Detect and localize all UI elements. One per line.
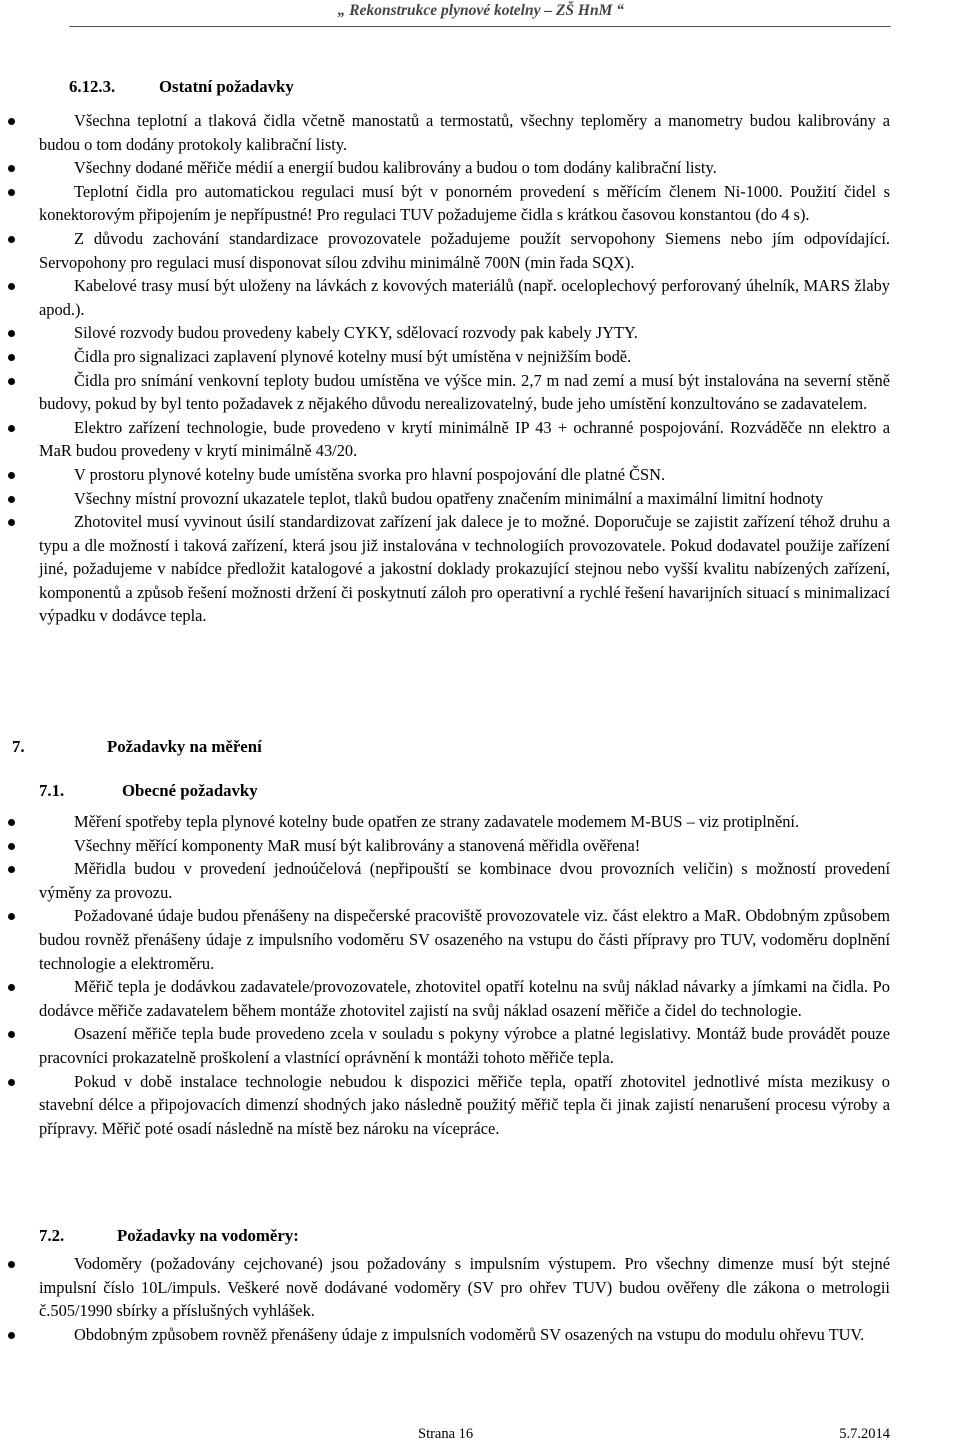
bullet-icon <box>8 866 15 873</box>
list-item: Všechna teplotní a tlaková čidla včetně manostatů a termostatů, všechny teploměry a manometry budou kalibrovány a budou o tom dodány protokoly kalibrační listy. <box>0 109 890 156</box>
list-item: Zhotovitel musí vyvinout úsilí standardizovat zařízení jak dalece je to možné. Doporučuje se zajistit zařízení téhož druhu a typu a dle možností i taková zařízení, která jsou již instalována v technologiích provozovatele. Pokud dodavatel použije zařízení jiné, požadujeme v nabídce předložit katalogové a jakostní doklady prokazující stejnou nebo vyšší kvalitu nabízených zařízení, komponentů a způsob řešení možnosti držení či poskytnutí záloh pro operativní a rychlé řešení havarijních situací s minimalizací výpadku v dodávce tepla. <box>0 510 890 628</box>
list-item: Měřič tepla je dodávkou zadavatele/provozovatele, zhotovitel opatří kotelnu na svůj náklad návarky a jímkami na čidla. Po dodávce měřiče zadavatelem během montáže zhotovitel zajistí na svůj náklad osazení měřiče a čidel do technologie. <box>0 975 890 1022</box>
bullet-icon <box>8 189 15 196</box>
section-title: Obecné požadavky <box>122 781 258 800</box>
list-item: Měření spotřeby tepla plynové kotelny bude opatřen ze strany zadavatele modemem M-BUS – viz protiplnění. <box>0 810 890 834</box>
list-item: Kabelové trasy musí být uloženy na lávkách z kovových materiálů (např. oceloplechový perforovaný úhelník, MARS žlaby apod.). <box>0 274 890 321</box>
bullet-icon <box>8 236 15 243</box>
list-item: Měřidla budou v provedení jednoúčelová (nepřipouští se kombinace dvou provozních veličin) s možností provedení výměny za provozu. <box>0 857 890 904</box>
bullet-icon <box>8 165 15 172</box>
section-title: Požadavky na měření <box>107 737 262 756</box>
list-item: Teplotní čidla pro automatickou regulaci musí být v ponorném provedení s měřícím členem Ni-1000. Použití čidel s konektorovým připojením je nepřípustné! Pro regulaci TUV požadujeme čidla s krátkou časovou konstantou (do 4 s). <box>0 180 890 227</box>
section-heading-7-1 <box>39 780 258 802</box>
bullet-icon <box>8 1031 15 1038</box>
bullet-icon <box>8 118 15 125</box>
list-item: Všechny místní provozní ukazatele teplot, tlaků budou opatřeny značením minimální a maximální limitní hodnoty <box>0 487 890 511</box>
section-number: 7. <box>12 737 25 756</box>
bullet-icon <box>8 843 15 850</box>
list-item: Silové rozvody budou provedeny kabely CYKY, sdělovací rozvody pak kabely JYTY. <box>0 321 890 345</box>
bullet-icon <box>8 1261 15 1268</box>
list-vodomery <box>0 1252 960 1346</box>
list-item: Čidla pro snímání venkovní teploty budou umístěna ve výšce min. 2,7 m nad zemí a musí být instalována na severní stěně budovy, pokud by byl tento požadavek z nějakého důvodu nerealizovatelný, bude jeho umístění konzultováno se zadavatelem. <box>0 369 890 416</box>
document-date: 5.7.2014 <box>839 1426 890 1442</box>
bullet-icon <box>8 1332 15 1339</box>
page-header: „ Rekonstrukce plynové kotelny – ZŠ HnM “ <box>337 2 624 19</box>
section-number: 7.2. <box>39 1226 65 1245</box>
list-item: Všechny měřící komponenty MaR musí být kalibrovány a stanovená měřidla ověřena! <box>0 834 890 858</box>
bullet-icon <box>8 984 15 991</box>
section-heading-6-12-3 <box>69 76 294 98</box>
bullet-icon <box>8 819 15 826</box>
section-number: 7.1. <box>39 781 65 800</box>
bullet-icon <box>8 425 15 432</box>
list-item: Všechny dodané měřiče médií a energií budou kalibrovány a budou o tom dodány kalibrační listy. <box>0 156 890 180</box>
bullet-icon <box>8 330 15 337</box>
list-ostatni-pozadavky <box>0 109 960 628</box>
list-item: Z důvodu zachování standardizace provozovatele požadujeme použít servopohony Siemens nebo jím odpovídající. Servopohony pro regulaci musí disponovat sílou zdvihu minimálně 700N (min řada SQX). <box>0 227 890 274</box>
bullet-icon <box>8 913 15 920</box>
list-obecne-pozadavky <box>0 810 960 1140</box>
section-title: Ostatní požadavky <box>159 77 294 96</box>
list-item: Vodoměry (požadovány cejchované) jsou požadovány s impulsním výstupem. Pro všechny dimenze musí být stejné impulsní číslo 10L/impuls. Veškeré nově dodávané vodoměry (SV pro ohřev TUV) budou ověřeny dle zákona o metrologii č.505/1990 sbírky a příslušných vyhlášek. <box>0 1252 890 1323</box>
list-item: Pokud v době instalace technologie nebudou k dispozici měřiče tepla, opatří zhotovitel jednotlivé místa mezikusy o stavební délce a připojovacích dimenzí shodných jako následně použitý měřič tepla či jinak zajistí nenarušení procesu výroby a přípravy. Měřič poté osadí následně na místě bez nároku na vícepráce. <box>0 1070 890 1141</box>
bullet-icon <box>8 496 15 503</box>
section-heading-7-2 <box>39 1225 299 1247</box>
bullet-icon <box>8 283 15 290</box>
section-number: 6.12.3. <box>69 77 116 96</box>
section-heading-7 <box>12 736 262 758</box>
bullet-icon <box>8 354 15 361</box>
section-title: Požadavky na vodoměry: <box>117 1226 299 1245</box>
list-item: Osazení měřiče tepla bude provedeno zcela v souladu s pokyny výrobce a platné legislativy. Montáž bude provádět pouze pracovníci prokazatelně proškolení a vlastnící oprávnění k montáži tohoto měřiče tepla. <box>0 1022 890 1069</box>
bullet-icon <box>8 378 15 385</box>
list-item: V prostoru plynové kotelny bude umístěna svorka pro hlavní pospojování dle platné ČSN. <box>0 463 890 487</box>
list-item: Obdobným způsobem rovněž přenášeny údaje z impulsních vodoměrů SV osazených na vstupu do modulu ohřevu TUV. <box>0 1323 890 1347</box>
bullet-icon <box>8 1079 15 1086</box>
list-item: Elektro zařízení technologie, bude provedeno v krytí minimálně IP 43 + ochranné pospojování. Rozváděče nn elektro a MaR budou provedeny v krytí minimálně 43/20. <box>0 416 890 463</box>
list-item: Čidla pro signalizaci zaplavení plynové kotelny musí být umístěna v nejnižším bodě. <box>0 345 890 369</box>
bullet-icon <box>8 472 15 479</box>
header-rule <box>69 26 891 27</box>
list-item: Požadované údaje budou přenášeny na dispečerské pracoviště provozovatele viz. část elektro a MaR. Obdobným způsobem budou rovněž přenášeny údaje z impulsního vodoměru SV osazeného na vstupu do části přípravy pro TUV, vodoměru doplnění technologie a elektroměru. <box>0 904 890 975</box>
bullet-icon <box>8 519 15 526</box>
page-number: Strana 16 <box>418 1426 474 1442</box>
